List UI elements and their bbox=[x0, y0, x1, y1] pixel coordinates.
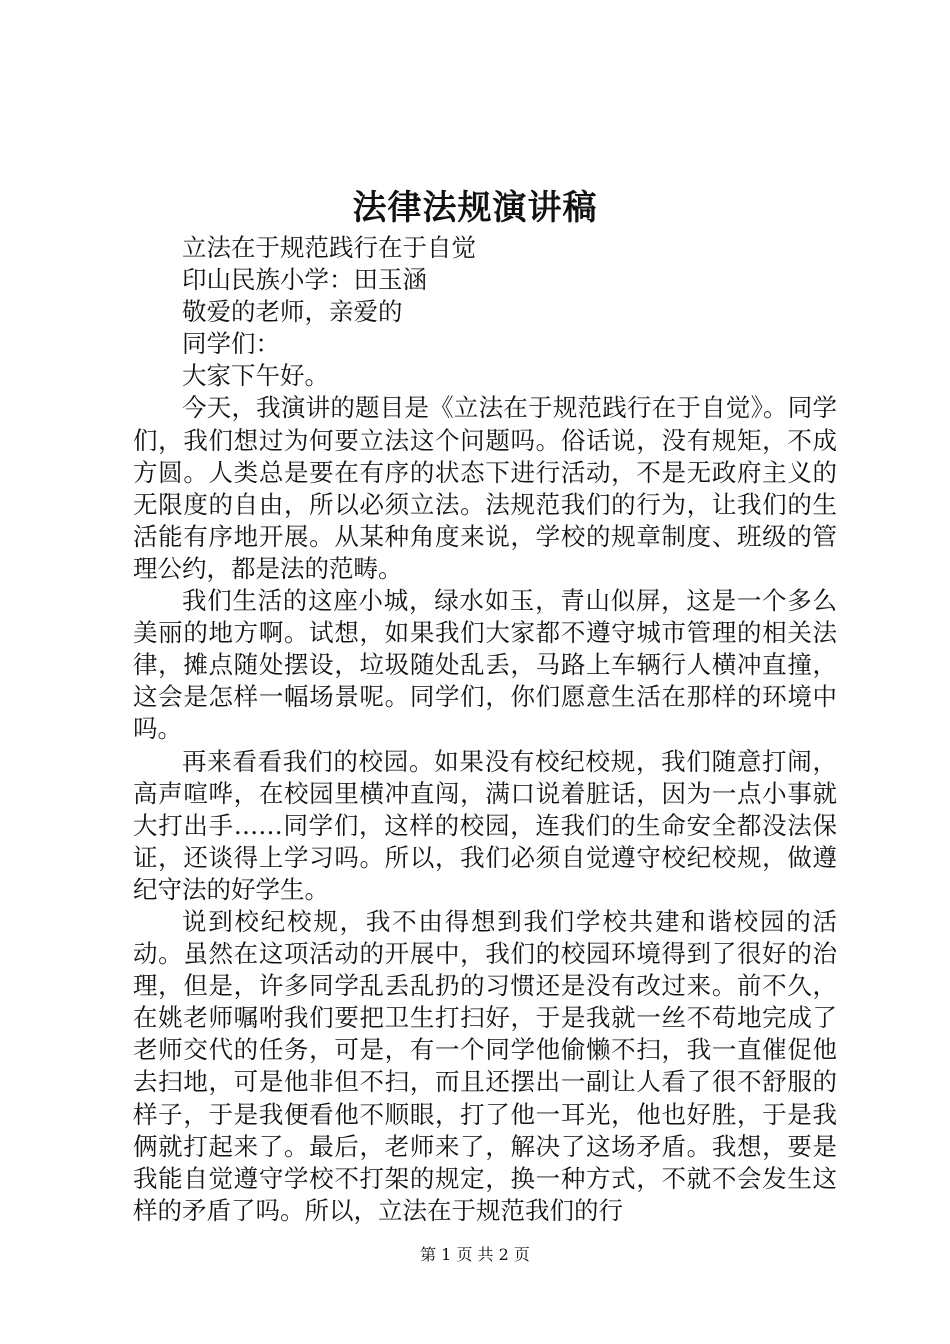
paragraph: 再来看看我们的校园。如果没有校纪校规，我们随意打闹，高声喧哗，在校园里横冲直闯，满口说着脏话，因为一点小事就大打出手……同学们，这样的校园，连我们的生命安全都没法保证，还谈得上学习吗。所以，我们必须自觉遵守校纪校规，做遵纪守法的好学生。 bbox=[133, 746, 837, 904]
speaker-line: 印山民族小学：田玉涵 bbox=[182, 265, 427, 295]
paragraph: 我们生活的这座小城，绿水如玉，青山似屏，这是一个多么美丽的地方啊。试想，如果我们大家都不遵守城市管理的相关法律，摊点随处摆设，垃圾随处乱丢，马路上车辆行人横冲直撞，这会是怎样一幅场景呢。同学们，你们愿意生活在那样的环境中吗。 bbox=[133, 586, 837, 744]
greeting-line: 大家下午好。 bbox=[182, 361, 329, 391]
salutation-line-continued: 同学们： bbox=[182, 329, 280, 359]
document-body bbox=[133, 232, 837, 1227]
document-title: 法律法规演讲稿 bbox=[352, 188, 598, 228]
salutation-line: 敬爱的老师，亲爱的 bbox=[182, 297, 403, 327]
speech-subtitle: 立法在于规范践行在于自觉 bbox=[182, 233, 476, 262]
page-footer: 第 1 页 共 2 页 bbox=[420, 1245, 530, 1264]
paragraph: 今天，我演讲的题目是《立法在于规范践行在于自觉》。同学们，我们想过为何要立法这个问题吗。俗话说，没有规矩，不成方圆。人类总是要在有序的状态下进行活动，不是无政府主义的无限度的自由，所以必须立法。法规范我们的行为，让我们的生活能有序地开展。从某种角度来说，学校的规章制度、班级的管理公约，都是法的范畴。 bbox=[133, 393, 837, 583]
paragraph: 说到校纪校规，我不由得想到我们学校共建和谐校园的活动。虽然在这项活动的开展中，我们的校园环境得到了很好的治理，但是，许多同学乱丢乱扔的习惯还是没有改过来。前不久，在姚老师嘱咐我们要把卫生打扫好，于是我就一丝不苟地完成了老师交代的任务，可是，有一个同学他偷懒不扫，我一直催促他去扫地，可是他非但不扫，而且还摆出一副让人看了很不舒服的样子，于是我便看他不顺眼，打了他一耳光，他也好胜，于是我俩就打起来了。最后，老师来了，解决了这场矛盾。我想，要是我能自觉遵守学校不打架的规定，换一种方式，不就不会发生这样的矛盾了吗。所以，立法在于规范我们的行 bbox=[133, 906, 837, 1225]
